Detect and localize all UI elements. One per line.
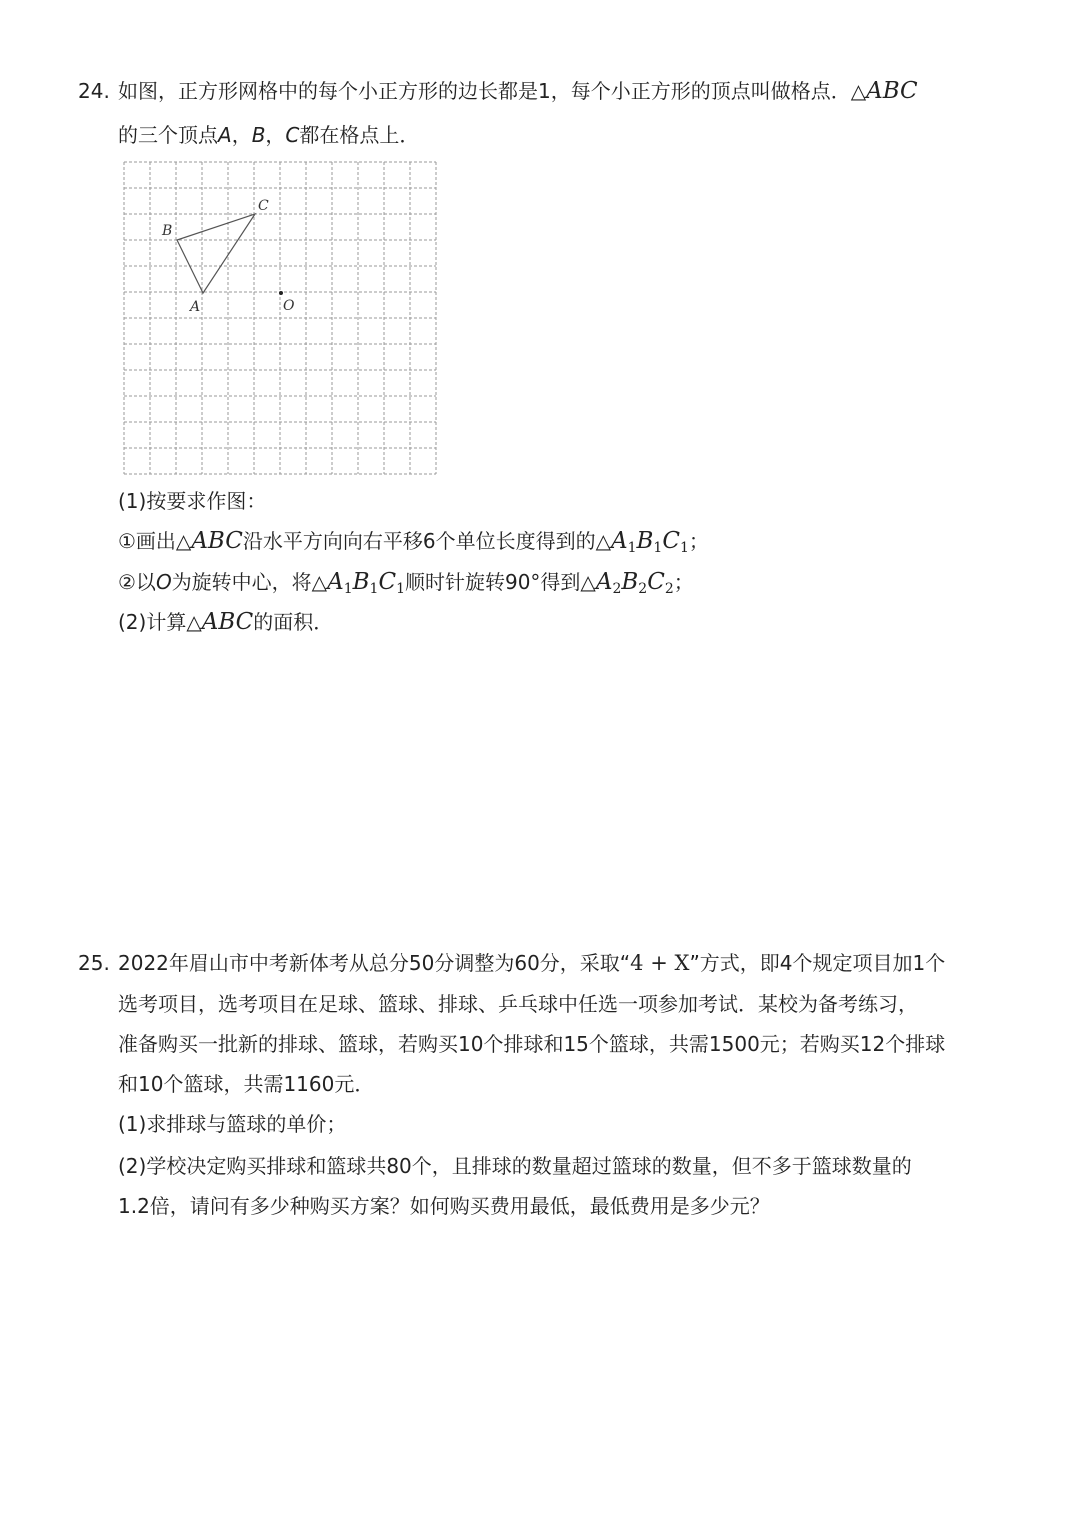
label-b: B — [162, 223, 173, 239]
q24-part2-post: 的面积． — [253, 610, 334, 634]
q24-a2b2c2: $A_2B_2C_2$ — [595, 569, 674, 597]
q25-line1 — [118, 948, 945, 978]
label-a: A — [190, 299, 201, 315]
q24-line2-pre: 的三个顶点 — [118, 123, 218, 147]
q24-step2-a1b1c1: $A_1B_1C_1$ — [327, 569, 405, 597]
triangle-abc — [177, 214, 255, 293]
q25-line3: 准备购买一批新的排球、篮球，若购买10个排球和15个篮球，共需1500元；若购买12个排球 — [118, 1032, 946, 1056]
label-c: C — [258, 198, 269, 214]
q24-center-o: O — [155, 570, 172, 594]
q25-number: 25. — [78, 951, 110, 975]
q24-comma: ， — [231, 123, 252, 147]
q24-step2-end: ； — [673, 570, 694, 594]
q25-line1-pre: 2022年眉山市中考新体考从总分50分调整为60分，采取“ — [118, 951, 631, 975]
q24-comma: ， — [265, 123, 286, 147]
q24-step1-pre: ①画出△ — [118, 529, 192, 553]
q24-part2 — [118, 607, 333, 637]
q24-vertex-b: B — [251, 123, 266, 147]
q24-step1-mid: 沿水平方向向右平移6个单位长度得到的△ — [242, 529, 611, 553]
q24-step2-pre: ②以 — [118, 570, 156, 594]
q24-line2 — [118, 120, 419, 150]
label-o: O — [283, 298, 295, 314]
q24-triangle-abc: ABC — [866, 78, 918, 104]
q24-step1-end: ； — [688, 529, 709, 553]
q24-intro: 如图，正方形网格中的每个小正方形的边长都是1，每个小正方形的顶点叫做格点．△ — [118, 79, 867, 103]
q25-line2: 选考项目，选考项目在足球、篮球、排球、乒乓球中任选一项参加考试．某校为备考练习， — [118, 992, 918, 1016]
q24-part1: (1)按要求作图： — [118, 489, 267, 513]
q25-line1-post: ”方式，即4个规定项目加1个 — [689, 951, 946, 975]
grid-lines — [124, 162, 436, 474]
q25-part2-line2: 1.2倍，请问有多少种购买方案？如何购买费用最低，最低费用是多少元？ — [118, 1194, 770, 1218]
q24-line2-post: 都在格点上． — [299, 123, 420, 147]
q24-vertex-a: A — [218, 123, 232, 147]
q24-a1b1c1: $A_1B_1C_1$ — [610, 528, 689, 556]
q24-part2-pre: (2)计算△ — [118, 610, 202, 634]
q24-step2-mid2: 顺时针旋转90°得到△ — [404, 570, 596, 594]
q24-number: 24. — [78, 79, 110, 103]
q25-part1: (1)求排球与篮球的单价； — [118, 1112, 347, 1136]
q24-intro-line — [118, 76, 918, 106]
grid-figure — [122, 160, 440, 478]
q24-step2 — [118, 567, 694, 604]
q25-line4: 和10个篮球，共需1160元． — [118, 1072, 375, 1096]
q24-vertex-c: C — [285, 123, 300, 147]
q24-step2-mid: 为旋转中心，将△ — [171, 570, 328, 594]
q24-part2-abc: ABC — [201, 609, 254, 635]
q24-step1-abc: ABC — [191, 528, 243, 554]
q24-step1 — [118, 526, 709, 563]
q25-part2-line1: (2)学校决定购买排球和篮球共80个，且排球的数量超过篮球的数量，但不多于篮球数量的 — [118, 1154, 912, 1178]
q25-formula: 4 + X — [630, 951, 690, 975]
point-o — [279, 291, 283, 295]
